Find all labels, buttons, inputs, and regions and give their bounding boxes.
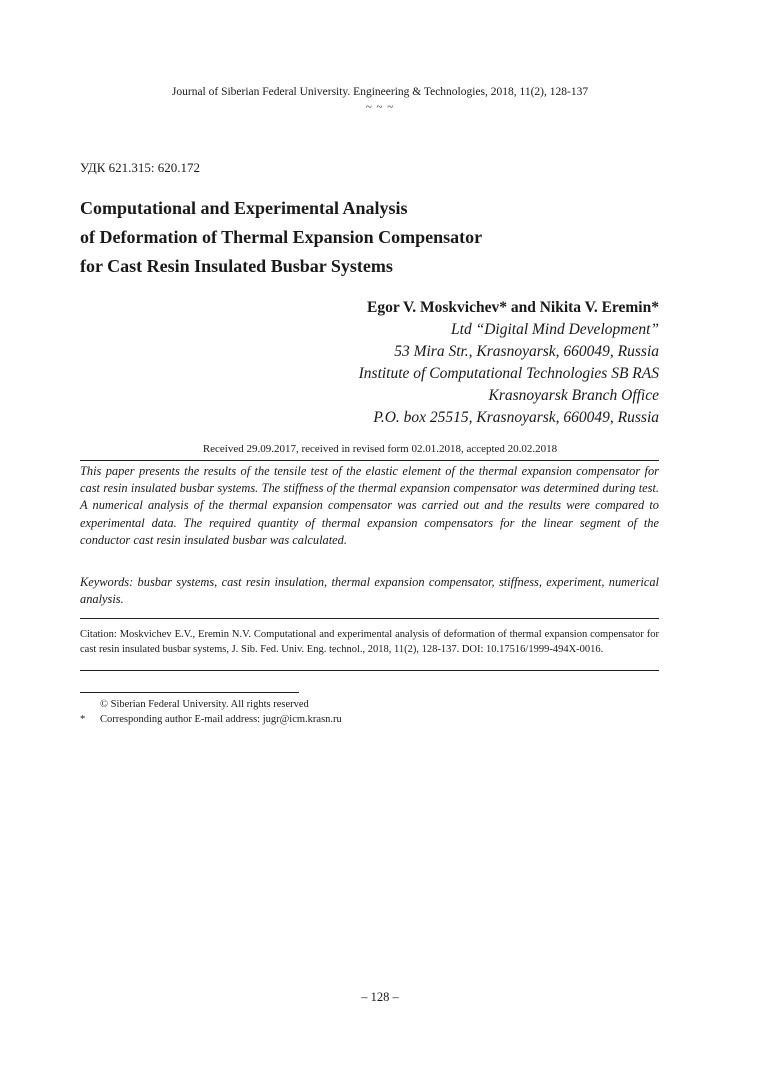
citation-bottom-rule [80,670,659,671]
author-names: Egor V. Moskvichev* and Nikita V. Eremin* [367,299,659,316]
abstract: This paper presents the results of the tensile test of the elastic element of the thermal expansion compensator for cast resin insulated busbar systems. The stiffness of the thermal expansion compensator was determined during test. A numerical analysis of the thermal expansion compensator was carried out and the results were compared to experimental data. The required quantity of thermal expansion compensators for the linear segment of the conductor cast resin insulated busbar was calculated. [80,464,659,547]
received-dates: Received 29.09.2017, received in revised form 02.01.2018, accepted 20.02.2018 [202,443,558,455]
affiliation-line: P.O. box 25515, Krasnoyarsk, 660049, Russia [373,409,659,426]
footnote-copyright [80,697,309,712]
keywords: Keywords: busbar systems, cast resin insulation, thermal expansion compensator, stiffness, experiment, numerical analysis. [80,575,659,607]
copyright-text: © Siberian Federal University. All rights reserved [100,699,309,710]
citation-top-rule [80,618,659,619]
page-number: – 128 – [361,990,399,1004]
footnote-corresponding [80,712,342,727]
affiliation-line: Krasnoyarsk Branch Office [488,387,659,404]
author-block [359,297,659,429]
paper-title [80,194,680,281]
citation: Citation: Moskvichev E.V., Eremin N.V. Computational and experimental analysis of deformation of thermal expansion compensator for cast resin insulated busbar systems, J. Sib. Fed. Univ. Eng. technol., 2018, 11(2), 128-137. DOI: 10.17516/1999-494X-0016. [80,629,659,655]
affiliation-line: Institute of Computational Technologies SB RAS [358,365,659,382]
footnote-rule [80,692,299,693]
title-line: of Deformation of Thermal Expansion Compensator [80,227,483,247]
affiliation-line: Ltd “Digital Mind Development” [451,321,659,338]
abstract-top-rule [80,460,659,461]
header-separator: ~ ~ ~ [365,101,395,113]
title-line: for Cast Resin Insulated Busbar Systems [80,256,393,276]
corresponding-text: Corresponding author E-mail address: jugr@icm.krasn.ru [100,714,342,725]
udk-code: УДК 621.315: 620.172 [80,160,201,175]
affiliation-line: 53 Mira Str., Krasnoyarsk, 660049, Russia [394,343,659,360]
journal-header: Journal of Siberian Federal University. Engineering & Technologies, 2018, 11(2), 128-137 [171,86,589,98]
footnote-asterisk: * [80,714,86,725]
title-line: Computational and Experimental Analysis [80,198,408,218]
